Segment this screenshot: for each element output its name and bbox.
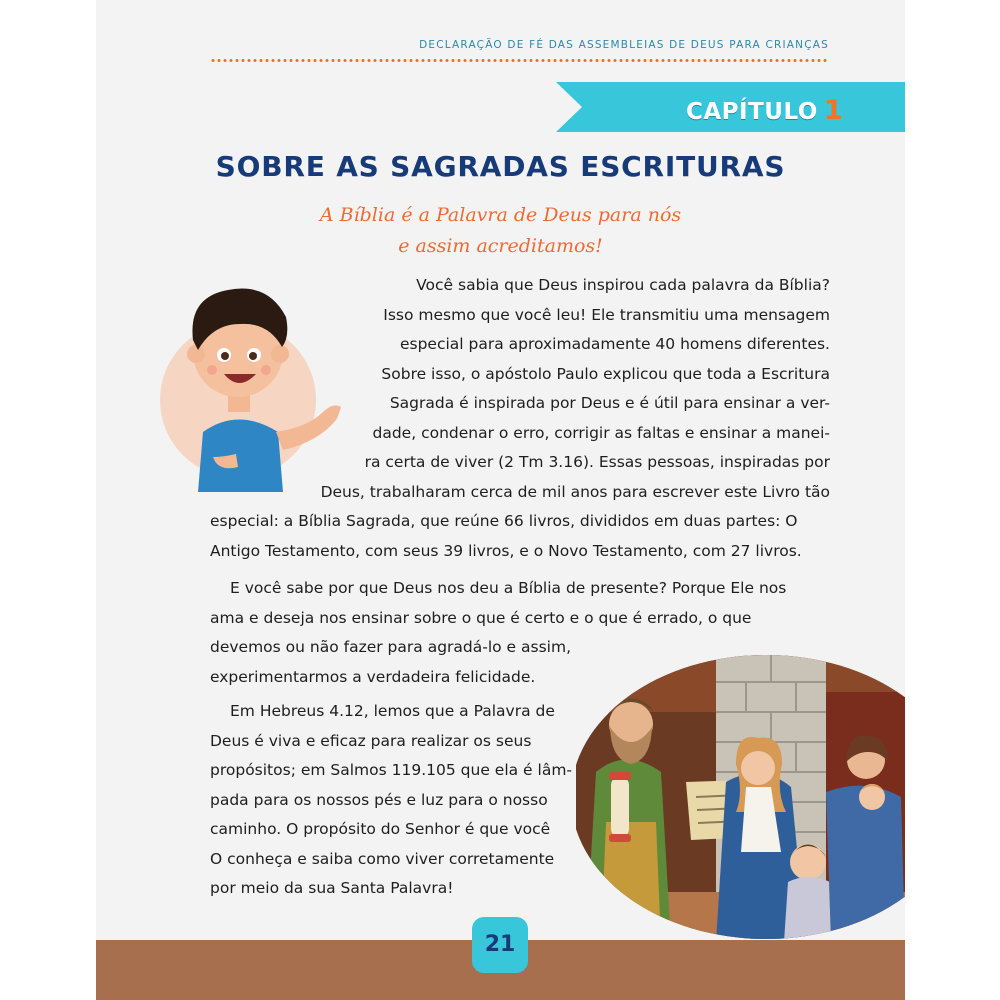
text-line: especial para aproximadamente 40 homens diferentes. <box>399 335 830 353</box>
paragraph-2-tail <box>210 633 630 692</box>
text-line: Isso mesmo que você leu! Ele transmitiu uma mensagem <box>383 305 830 324</box>
text-line: dade, condenar o erro, corrigir as faltas e ensinar a manei- <box>372 423 830 442</box>
subtitle-line: A Bíblia é a Palavra de Deus para nós <box>319 204 682 226</box>
running-header: DECLARAÇÃO DE FÉ DAS ASSEMBLEIAS DE DEUS PARA CRIANÇAS <box>419 39 829 51</box>
paragraph-2 <box>210 574 830 633</box>
text-line: Sagrada é inspirada por Deus e é útil para ensinar a ver- <box>389 394 830 412</box>
chapter-number: 1 <box>823 95 844 126</box>
text-line: E você sabe por que Deus nos deu a Bíblia de presente? Porque Ele nos <box>230 579 787 597</box>
bible-scene-illustration <box>576 652 905 942</box>
text-line: Sobre isso, o apóstolo Paulo explicou que toda a Escritura <box>381 364 830 383</box>
page-title: SOBRE AS SAGRADAS ESCRITURAS <box>215 150 786 183</box>
text-line: caminho. O propósito do Senhor é que você <box>210 820 551 838</box>
page-number: 21 <box>472 917 528 973</box>
text-line: Você sabia que Deus inspirou cada palavra da Bíblia? <box>416 276 830 294</box>
chapter-label <box>686 95 843 126</box>
text-line: O conheça e saiba como viver corretamente <box>210 849 555 868</box>
paragraph-1-bottom <box>210 507 830 566</box>
text-line: ra certa de viver (2 Tm 3.16). Essas pessoas, inspiradas por <box>364 453 830 471</box>
text-line: Em Hebreus 4.12, lemos que a Palavra de <box>230 702 555 720</box>
book-page <box>96 0 905 1000</box>
text-line: por meio da sua Santa Palavra! <box>210 879 454 897</box>
text-line: devemos ou não fazer para agradá-lo e assim, <box>210 638 571 656</box>
paragraph-3 <box>210 697 573 904</box>
chapter-label-text: CAPÍTULO <box>686 99 818 125</box>
dotted-divider <box>210 59 829 62</box>
text-line: Antigo Testamento, com seus 39 livros, e o Novo Testamento, com 27 livros. <box>210 541 802 560</box>
subtitle <box>96 200 905 262</box>
text-line: experimentarmos a verdadeira felicidade. <box>210 667 536 686</box>
text-line: Deus é viva e eficaz para realizar os seus <box>210 731 532 750</box>
text-line: propósitos; em Salmos 119.105 que ela é lâm- <box>210 761 573 779</box>
text-line: ama e deseja nos ensinar sobre o que é certo e o que é errado, o que <box>210 608 752 627</box>
subtitle-line: e assim acreditamos! <box>398 235 603 257</box>
paragraph-1-top <box>312 271 830 507</box>
text-line: Deus, trabalharam cerca de mil anos para escrever este Livro tão <box>320 482 830 501</box>
text-line: especial: a Bíblia Sagrada, que reúne 66 livros, divididos em duas partes: O <box>210 512 798 530</box>
text-line: pada para os nossos pés e luz para o nosso <box>210 790 548 809</box>
